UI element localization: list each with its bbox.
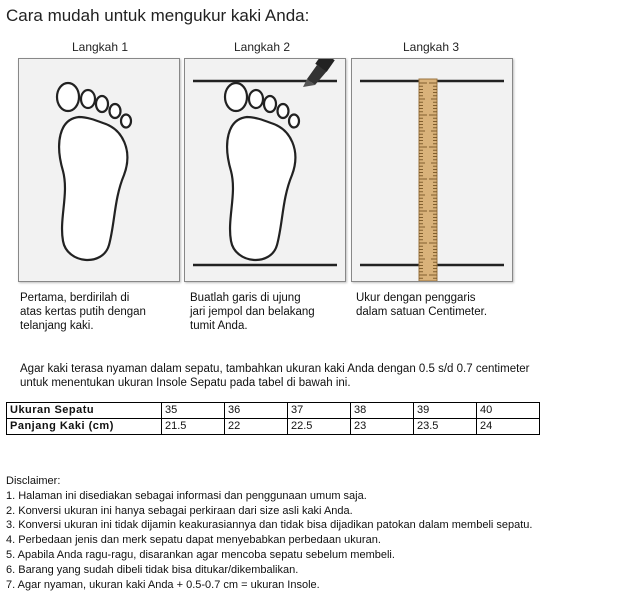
step-1-label: Langkah 1 bbox=[71, 40, 129, 54]
table-cell: 24 bbox=[477, 419, 540, 435]
step-3-label: Langkah 3 bbox=[402, 40, 460, 54]
ruler-icon bbox=[419, 79, 437, 281]
step-1-description: Pertama, berdirilah di atas kertas putih dengan telanjang kaki. bbox=[20, 292, 146, 332]
disclaimer-list bbox=[6, 489, 636, 593]
row-header-shoe-size: Ukuran Sepatu bbox=[7, 403, 162, 419]
step-1-illustration bbox=[18, 58, 180, 282]
table-cell: 36 bbox=[225, 403, 288, 419]
page-title: Cara mudah untuk mengukur kaki Anda: bbox=[6, 6, 310, 25]
table-row bbox=[7, 419, 540, 435]
list-item: 4. Perbedaan jenis dan merk sepatu dapat menyebabkan perbedaan ukuran. bbox=[6, 534, 381, 547]
step-2-illustration bbox=[184, 58, 346, 282]
table-cell: 23.5 bbox=[414, 419, 477, 435]
step-2-description: Buatlah garis di ujung jari jempol dan belakang tumit Anda. bbox=[190, 292, 315, 332]
list-item: 1. Halaman ini disediakan sebagai informasi dan penggunaan umum saja. bbox=[6, 489, 367, 502]
table-cell: 22 bbox=[225, 419, 288, 435]
list-item: 5. Apabila Anda ragu-ragu, disarankan agar mencoba sepatu sebelum membeli. bbox=[6, 548, 395, 561]
row-header-foot-length: Panjang Kaki (cm) bbox=[7, 419, 162, 435]
list-item: 7. Agar nyaman, ukuran kaki Anda + 0.5-0.7 cm = ukuran Insole. bbox=[6, 578, 320, 591]
footprint-icon bbox=[19, 59, 179, 281]
table-cell: 40 bbox=[477, 403, 540, 419]
sizing-note: Agar kaki terasa nyaman dalam sepatu, tambahkan ukuran kaki Anda dengan 0.5 s/d 0.7 centimeter untuk menentukan ukuran Insole Sepatu pada tabel di bawah ini. bbox=[20, 363, 530, 389]
table-cell: 37 bbox=[288, 403, 351, 419]
table-cell: 35 bbox=[162, 403, 225, 419]
list-item: 3. Konversi ukuran ini tidak dijamin keakurasiannya dan tidak bisa dijadikan patokan dalam membeli sepatu. bbox=[6, 519, 533, 532]
disclaimer-title: Disclaimer: bbox=[6, 475, 61, 487]
step-3-illustration bbox=[351, 58, 513, 282]
step-3-description: Ukur dengan penggaris dalam satuan Centimeter. bbox=[356, 292, 488, 318]
size-table bbox=[6, 402, 540, 435]
disclaimer bbox=[6, 474, 636, 592]
list-item: 2. Konversi ukuran ini hanya sebagai perkiraan dari size asli kaki Anda. bbox=[6, 504, 353, 517]
table-cell: 22.5 bbox=[288, 419, 351, 435]
table-cell: 21.5 bbox=[162, 419, 225, 435]
table-cell: 39 bbox=[414, 403, 477, 419]
table-cell: 38 bbox=[351, 403, 414, 419]
table-cell: 23 bbox=[351, 419, 414, 435]
list-item: 6. Barang yang sudah dibeli tidak bisa ditukar/dikembalikan. bbox=[6, 563, 299, 576]
step-2-label: Langkah 2 bbox=[233, 40, 291, 54]
pen-icon bbox=[303, 59, 335, 87]
table-row bbox=[7, 403, 540, 419]
footprint-icon bbox=[225, 83, 299, 260]
